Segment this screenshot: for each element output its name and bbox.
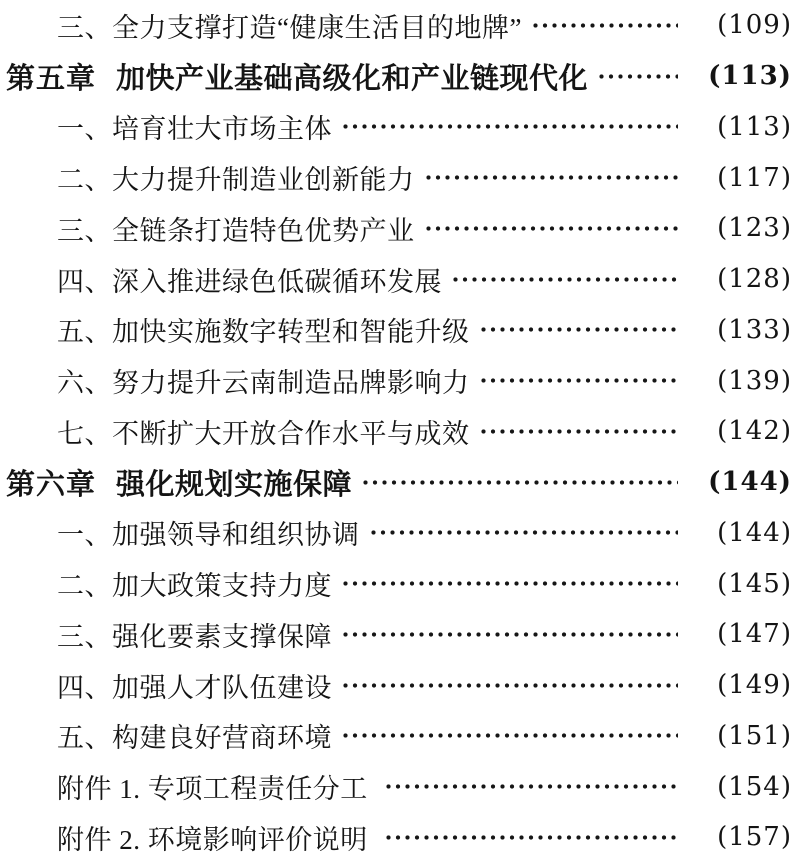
entry-title: 三、强化要素支撑保障 [57,621,332,652]
dot-leader [451,275,678,284]
toc-row [0,812,800,863]
toc-row [0,254,800,305]
toc-row [0,761,800,812]
page-number: (109) [717,10,792,41]
page-number: (113) [708,61,792,92]
toc-row [0,152,800,203]
page-number: (139) [717,365,792,396]
page-number: (128) [717,264,792,295]
page-number: (145) [717,568,792,599]
entry-title: 五、加快实施数字转型和智能升级 [57,317,470,348]
page-number: (133) [717,314,792,345]
chapter-number: 第五章 [6,62,97,95]
dot-leader [341,731,678,740]
entry-title: 三、全力支撑打造“健康生活目的地牌” [57,12,522,43]
page-number: (149) [717,670,792,701]
dot-leader [341,630,678,639]
dot-leader [479,427,679,436]
page-number: (157) [717,822,792,853]
entry-title: 五、构建良好营商环境 [57,723,332,754]
entry-title: 四、深入推进绿色低碳循环发展 [57,266,442,297]
dot-leader [361,478,678,487]
page-number: (123) [717,213,792,244]
dot-leader [424,173,679,182]
page-number: (154) [717,771,792,802]
entry-title: 附件 1. 专项工程责任分工 [57,774,375,805]
page-number: (147) [717,619,792,650]
toc-row [0,558,800,609]
toc-row [0,660,800,711]
entry-title: 强化规划实施保障 [116,468,353,501]
entry-title: 七、不断扩大开放合作水平与成效 [57,418,470,449]
dot-leader [341,681,678,690]
toc-row [0,355,800,406]
dot-leader [479,376,679,385]
entry-title: 一、培育壮大市场主体 [57,114,332,145]
dot-leader [384,833,678,842]
page-number: (144) [708,467,792,498]
page-number: (144) [717,517,792,548]
dot-leader [384,782,678,791]
page-number: (142) [717,416,792,447]
toc-row [0,406,800,457]
dot-leader [369,528,679,537]
entry-title: 六、努力提升云南制造品牌影响力 [57,368,470,399]
page-number: (117) [717,162,792,193]
toc-row [0,711,800,762]
toc-row [0,203,800,254]
entry-title: 附件 2. 环境影响评价说明 [57,824,375,855]
dot-leader [597,72,678,81]
entry-title: 加快产业基础高级化和产业链现代化 [116,62,589,95]
toc-row [0,0,800,51]
dot-leader [341,122,678,131]
entry-title: 二、加大政策支持力度 [57,571,332,602]
entry-title: 三、全链条打造特色优势产业 [57,215,415,246]
entry-title: 二、大力提升制造业创新能力 [57,165,415,196]
toc-row [0,508,800,559]
entry-title: 四、加强人才队伍建设 [57,672,332,703]
toc-row [0,305,800,356]
chapter-number: 第六章 [6,468,97,501]
entry-title: 一、加强领导和组织协调 [57,520,360,551]
toc-row [0,102,800,153]
toc-row [0,609,800,660]
page-number: (151) [717,720,792,751]
dot-leader [341,579,678,588]
dot-leader [424,224,679,233]
toc-row [0,457,800,508]
page-number: (113) [717,111,792,142]
toc-row [0,51,800,102]
dot-leader [479,325,679,334]
dot-leader [531,21,678,30]
